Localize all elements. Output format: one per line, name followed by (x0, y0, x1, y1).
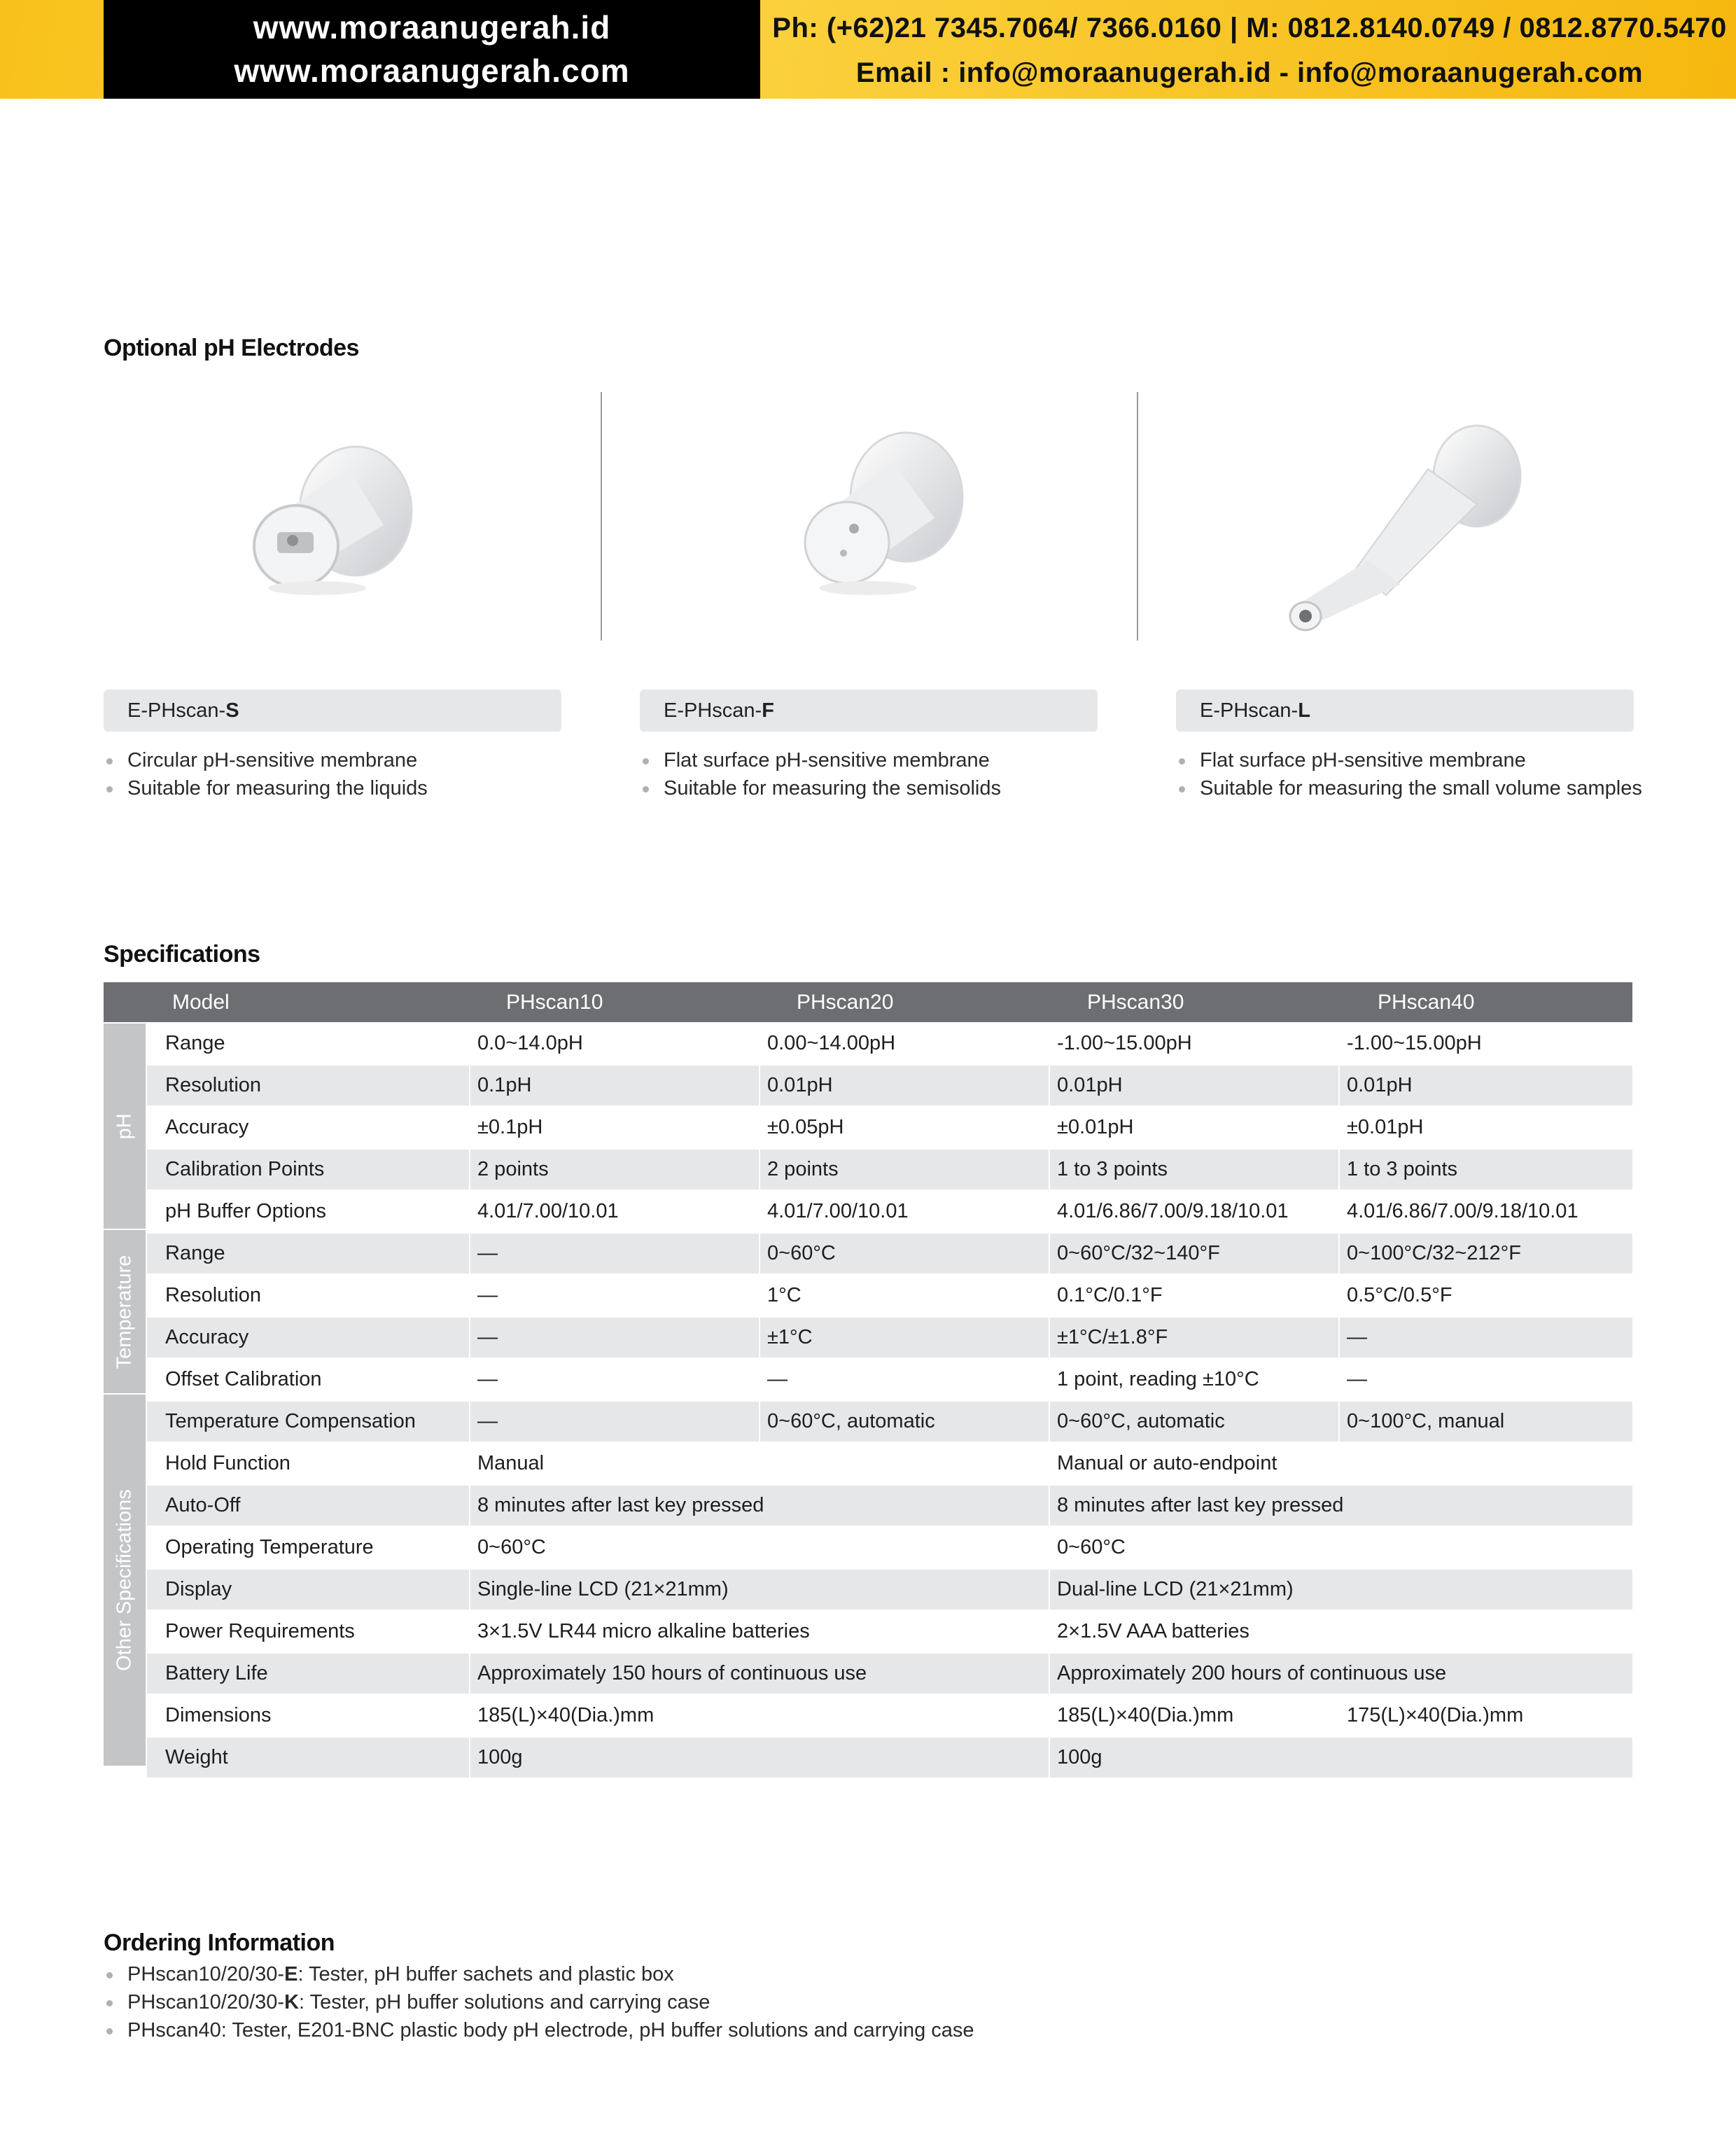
row-label: Power Requirements (165, 1620, 355, 1642)
header-email[interactable]: Email : info@moraanugerah.id - info@moraanugerah.com (855, 57, 1644, 88)
table-cell: ±0.01pH (1347, 1116, 1424, 1138)
table-row (147, 1570, 1632, 1610)
column-header-phscan20: PHscan20 (797, 991, 894, 1014)
table-cell: Manual or auto-endpoint (1057, 1452, 1278, 1474)
table-cell: 0.01pH (1050, 1066, 1338, 1105)
table-cell: 0~60°C, automatic (1050, 1402, 1338, 1442)
electrode-f-figure (640, 392, 1102, 662)
group-label-ph: pH (104, 1024, 146, 1229)
ordering-title: Ordering Information (104, 1929, 335, 1956)
table-cell: ±1°C/±1.8°F (1050, 1318, 1338, 1357)
table-cell: — (1340, 1318, 1632, 1357)
table-cell: 0~60°C, automatic (760, 1402, 1049, 1442)
electrode-name-l: E-PHscan-L (1176, 690, 1634, 732)
table-cell: Dual-line LCD (21×21mm) (1050, 1570, 1632, 1610)
table-cell: 0.1pH (470, 1066, 759, 1105)
website-link-id[interactable]: www.moraanugerah.id (253, 9, 611, 46)
table-row (147, 1108, 1632, 1147)
table-row (147, 1696, 1632, 1736)
table-cell: — (470, 1318, 759, 1357)
electrode-l-image (1176, 392, 1638, 658)
row-label: Accuracy (165, 1116, 249, 1138)
table-cell: 8 minutes after last key pressed (1050, 1486, 1632, 1526)
specs-title: Specifications (104, 941, 260, 968)
row-label: Offset Calibration (165, 1368, 322, 1390)
table-cell: -1.00~15.00pH (1057, 1032, 1192, 1054)
column-header-phscan10: PHscan10 (506, 991, 603, 1014)
table-cell: 0.00~14.00pH (767, 1032, 896, 1054)
group-label-other-specifications: Other Specifications (104, 1395, 146, 1766)
electrode-name-f: E-PHscan-F (640, 690, 1098, 732)
specs-table-header (104, 982, 1632, 1022)
table-cell: ±0.1pH (477, 1116, 543, 1138)
table-cell: — (1347, 1368, 1367, 1390)
electrode-f-bullet: Flat surface pH-sensitive membrane (640, 746, 990, 774)
row-label: Range (165, 1032, 225, 1054)
row-label: Accuracy (147, 1318, 469, 1357)
table-row (147, 1276, 1632, 1315)
electrode-f-bullet: Suitable for measuring the semisolids (640, 774, 1001, 802)
electrodes-title: Optional pH Electrodes (104, 335, 359, 361)
table-cell: 0~100°C/32~212°F (1340, 1234, 1632, 1273)
row-label: Auto-Off (147, 1486, 469, 1526)
table-cell: 1 to 3 points (1340, 1150, 1632, 1189)
table-cell: 1 point, reading ±10°C (1057, 1368, 1259, 1390)
table-cell: — (477, 1284, 498, 1306)
table-row (147, 1318, 1632, 1357)
table-cell: Approximately 150 hours of continuous use (470, 1654, 1049, 1694)
electrode-divider-1 (601, 392, 602, 641)
table-cell: 100g (470, 1738, 1049, 1778)
electrode-s-bullet: Circular pH-sensitive membrane (104, 746, 417, 774)
website-link-com[interactable]: www.moraanugerah.com (234, 53, 630, 89)
table-cell: 185(L)×40(Dia.)mm (477, 1704, 654, 1726)
table-row (147, 1612, 1632, 1652)
table-row (147, 1486, 1632, 1526)
table-row (147, 1528, 1632, 1568)
table-cell: 0~60°C (477, 1536, 546, 1558)
group-label-temperature: Temperature (104, 1230, 146, 1393)
header-phone: Ph: (+62)21 7345.7064/ 7366.0160 | M: 0812.8140.0749 / 0812.8770.5470 (772, 13, 1727, 43)
row-label: Resolution (165, 1284, 262, 1306)
table-cell: 1°C (767, 1284, 802, 1306)
table-cell: -1.00~15.00pH (1347, 1032, 1482, 1054)
table-cell: 0.01pH (760, 1066, 1049, 1105)
electrode-l-figure (1176, 392, 1638, 662)
table-row (147, 1738, 1632, 1778)
row-label: pH Buffer Options (165, 1200, 326, 1222)
column-header-model: Model (172, 991, 230, 1014)
row-label: Temperature Compensation (147, 1402, 469, 1442)
table-cell: Single-line LCD (21×21mm) (470, 1570, 1049, 1610)
electrode-s-image (104, 392, 566, 658)
table-row (147, 1360, 1632, 1399)
table-row (147, 1192, 1632, 1231)
table-cell: 2 points (470, 1150, 759, 1189)
row-label: Display (147, 1570, 469, 1610)
electrode-name-s: E-PHscan-S (104, 690, 561, 732)
table-cell: — (477, 1368, 498, 1390)
table-cell: 8 minutes after last key pressed (470, 1486, 1049, 1526)
electrode-s-figure (104, 392, 566, 662)
row-label: Calibration Points (147, 1150, 469, 1189)
table-cell: 2 points (760, 1150, 1049, 1189)
row-label: Hold Function (165, 1452, 290, 1474)
table-cell: 0.5°C/0.5°F (1347, 1284, 1452, 1306)
table-cell: Approximately 200 hours of continuous use (1050, 1654, 1632, 1694)
table-cell: — (767, 1368, 788, 1390)
table-cell: 100g (1050, 1738, 1632, 1778)
column-header-phscan40: PHscan40 (1378, 991, 1475, 1014)
row-label: Battery Life (147, 1654, 469, 1694)
electrode-f-image (640, 392, 1102, 658)
table-cell: 0.01pH (1340, 1066, 1632, 1105)
row-label: Range (147, 1234, 469, 1273)
table-cell: 0.0~14.0pH (477, 1032, 583, 1054)
table-row (147, 1234, 1632, 1273)
table-cell: 0~60°C (760, 1234, 1049, 1273)
electrode-s-bullet: Suitable for measuring the liquids (104, 774, 428, 802)
table-cell: ±0.05pH (767, 1116, 844, 1138)
electrode-l-bullet: Flat surface pH-sensitive membrane (1176, 746, 1526, 774)
table-cell: 0~60°C/32~140°F (1050, 1234, 1338, 1273)
table-cell: 175(L)×40(Dia.)mm (1347, 1704, 1524, 1726)
ordering-item: PHscan40: Tester, E201-BNC plastic body pH electrode, pH buffer solutions and carrying case (104, 2016, 974, 2044)
table-cell: ±1°C (760, 1318, 1049, 1357)
column-header-phscan30: PHscan30 (1087, 991, 1184, 1014)
table-cell: — (470, 1402, 759, 1442)
table-row (147, 1150, 1632, 1189)
table-cell: — (470, 1234, 759, 1273)
table-row (147, 1024, 1632, 1063)
row-label: Operating Temperature (165, 1536, 374, 1558)
electrode-l-bullet: Suitable for measuring the small volume samples (1176, 774, 1642, 802)
table-cell: 0.1°C/0.1°F (1057, 1284, 1163, 1306)
row-label: Weight (147, 1738, 469, 1778)
table-row (147, 1654, 1632, 1694)
table-cell: ±0.01pH (1057, 1116, 1134, 1138)
table-row (147, 1444, 1632, 1484)
table-cell: 3×1.5V LR44 micro alkaline batteries (477, 1620, 810, 1642)
table-cell: 4.01/6.86/7.00/9.18/10.01 (1057, 1200, 1289, 1222)
row-label: Dimensions (165, 1704, 272, 1726)
table-cell: 1 to 3 points (1050, 1150, 1338, 1189)
table-row (147, 1402, 1632, 1442)
electrode-divider-2 (1137, 392, 1138, 641)
table-cell: 0~100°C, manual (1340, 1402, 1632, 1442)
table-cell: 0~60°C (1057, 1536, 1126, 1558)
table-cell: 4.01/6.86/7.00/9.18/10.01 (1347, 1200, 1578, 1222)
table-cell: 4.01/7.00/10.01 (767, 1200, 909, 1222)
ordering-item: PHscan10/20/30-E: Tester, pH buffer sachets and plastic box (104, 1960, 674, 1988)
table-cell: Manual (477, 1452, 545, 1474)
table-cell: 2×1.5V AAA batteries (1057, 1620, 1250, 1642)
table-cell: 4.01/7.00/10.01 (477, 1200, 619, 1222)
table-cell: 185(L)×40(Dia.)mm (1057, 1704, 1234, 1726)
row-label: Resolution (147, 1066, 469, 1105)
ordering-item: PHscan10/20/30-K: Tester, pH buffer solutions and carrying case (104, 1988, 710, 2016)
table-row (147, 1066, 1632, 1105)
